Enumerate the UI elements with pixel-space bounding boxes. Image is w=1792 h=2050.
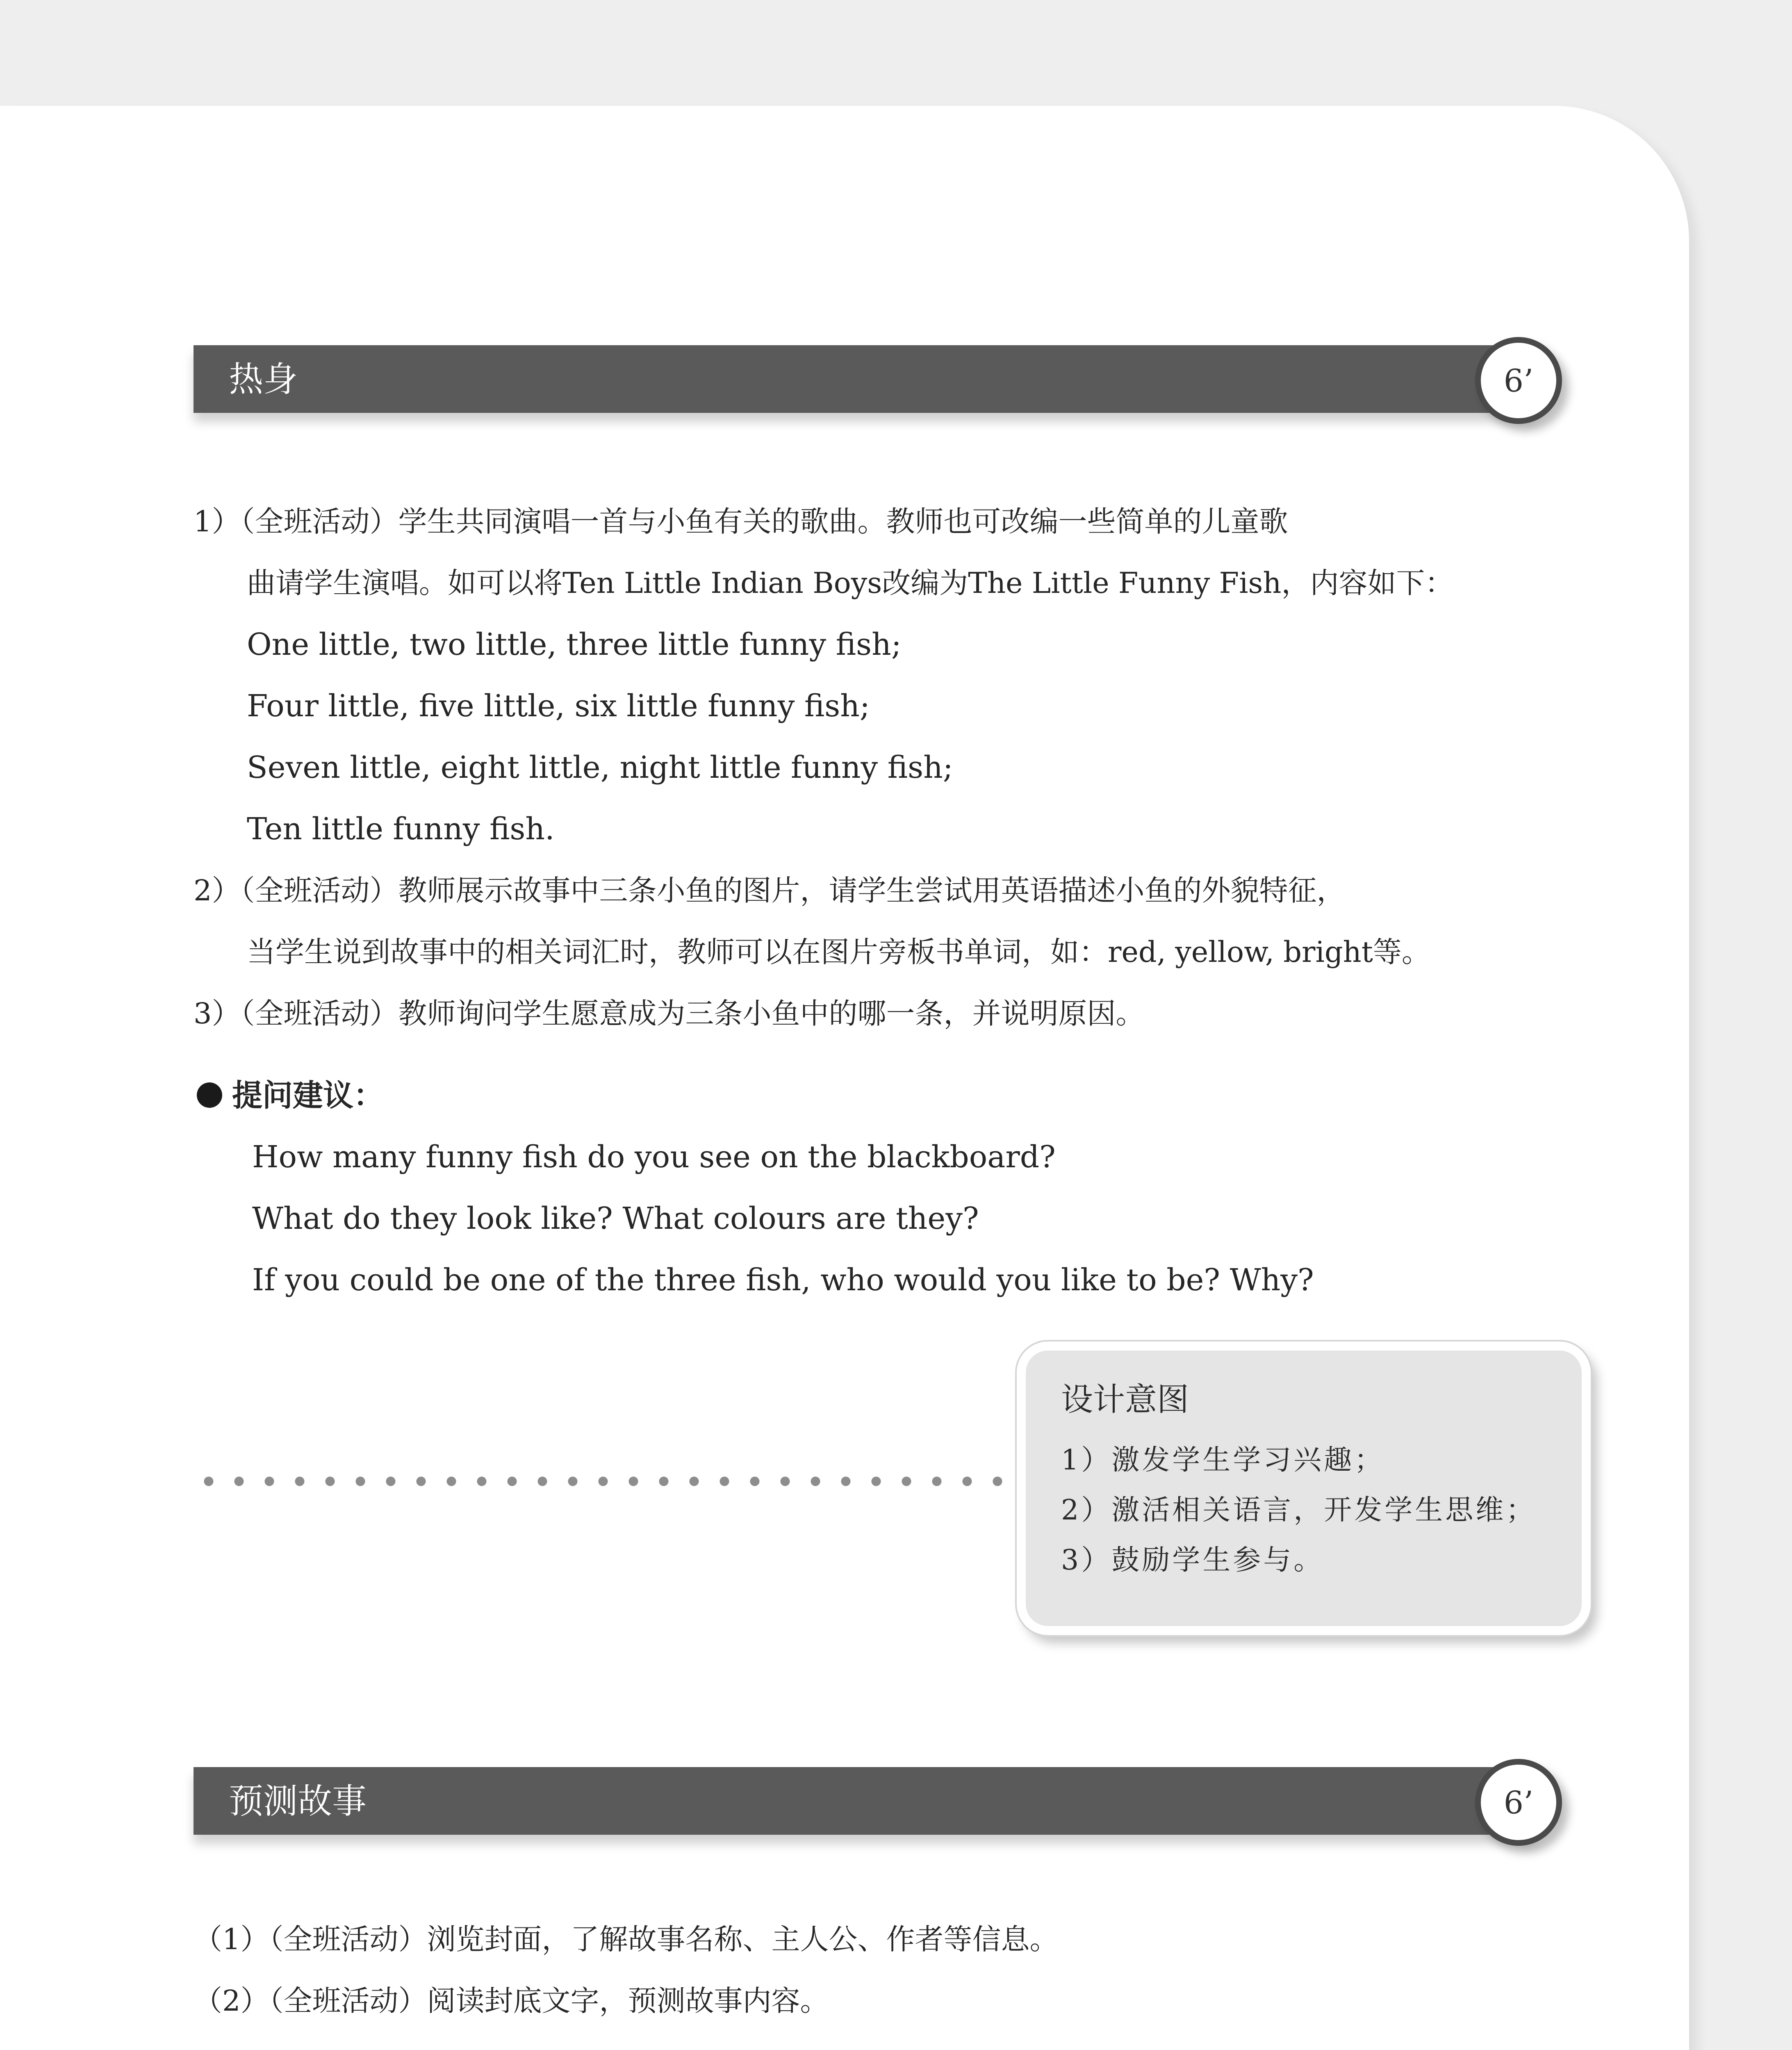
- warmup-line: 曲请学生演唱。如可以将Ten Little Indian Boys改编为The Little Funny Fish，内容如下：: [247, 566, 1454, 600]
- time-badge: 6’: [1475, 337, 1562, 424]
- warmup-line: 3）（全班活动）教师询问学生愿意成为三条小鱼中的哪一条，并说明原因。: [194, 997, 1145, 1030]
- design-intent-title: 设计意图: [1061, 1381, 1189, 1418]
- warmup-line: 1）（全班活动）学生共同演唱一首与小鱼有关的歌曲。教师也可改编一些简单的儿童歌: [194, 505, 1288, 538]
- design-intent-item: 2）激活相关语言，开发学生思维；: [1061, 1494, 1537, 1526]
- design-intent-item: 1）激发学生学习兴趣；: [1061, 1444, 1385, 1476]
- predict-line: （1）（全班活动）浏览封面，了解故事名称、主人公、作者等信息。: [194, 1922, 1059, 1956]
- song-line: Four little, five little, six little funny fish;: [247, 688, 870, 724]
- time-badge: 6’: [1475, 1759, 1562, 1846]
- warmup-line: 当学生说到故事中的相关词汇时，教师可以在图片旁板书单词，如：red, yellow, bright等。: [247, 935, 1430, 969]
- dotted-divider: [194, 1475, 1005, 1487]
- predict-line: （2）（全班活动）阅读封底文字，预测故事内容。: [194, 1984, 829, 2018]
- question-heading: 提问建议：: [197, 1075, 384, 1116]
- song-line: Ten little funny fish.: [247, 811, 555, 847]
- warmup-line: 2）（全班活动）教师展示故事中三条小鱼的图片，请学生尝试用英语描述小鱼的外貌特征，: [194, 874, 1346, 907]
- song-line: Seven little, eight little, night little funny fish;: [247, 750, 953, 785]
- bullet-icon: [197, 1082, 222, 1108]
- question-item: How many funny fish do you see on the blackboard?: [252, 1139, 1056, 1175]
- section-title: 预测故事: [229, 1781, 367, 1821]
- design-intent-item: 3）鼓励学生参与。: [1061, 1544, 1324, 1576]
- section-header-warmup: [194, 345, 1534, 413]
- design-intent-box: [1017, 1342, 1591, 1635]
- section-header-predict: [194, 1767, 1534, 1835]
- section-title: 热身: [229, 359, 298, 399]
- question-item: If you could be one of the three fish, who would you like to be? Why?: [252, 1262, 1314, 1298]
- question-item: What do they look like? What colours are they?: [252, 1201, 979, 1236]
- song-line: One little, two little, three little funny fish;: [247, 627, 902, 662]
